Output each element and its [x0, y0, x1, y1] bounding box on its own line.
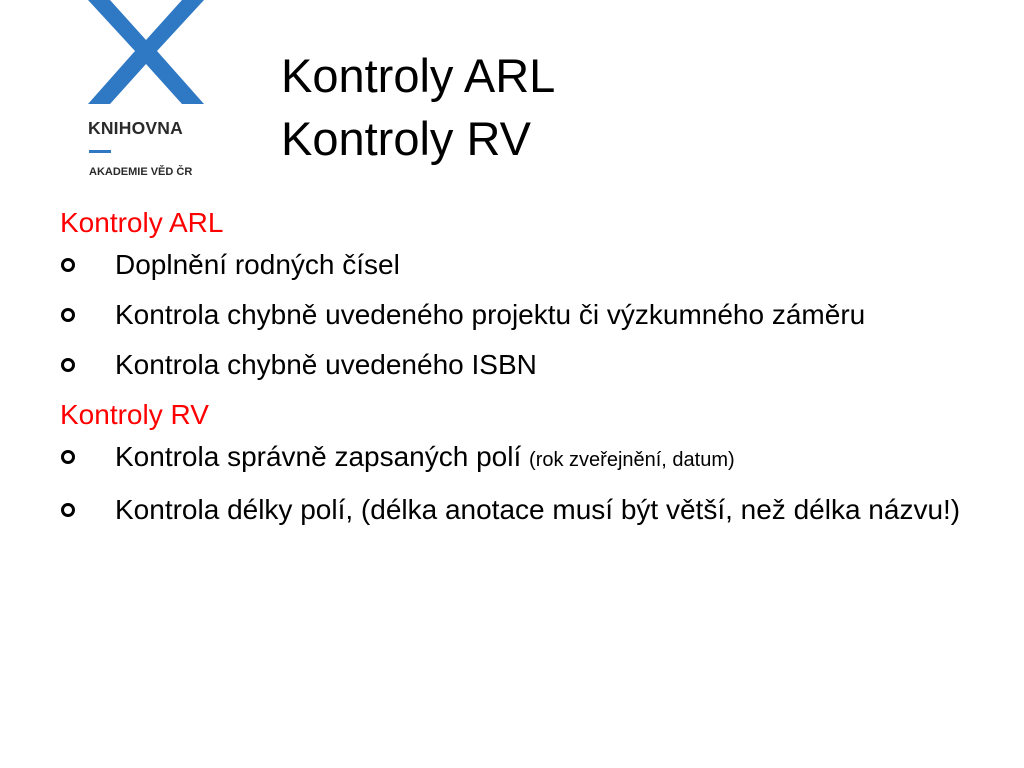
- list-item-text: Kontrola délky polí, (délka anotace musí být větší, než délka názvu!): [115, 494, 961, 525]
- knihovna-logo: [84, 0, 210, 184]
- k-logo-icon: [84, 0, 210, 110]
- section-heading-rv: Kontroly RV: [60, 399, 209, 430]
- hollow-circle-icon: [61, 358, 75, 372]
- title-line-2: Kontroly RV: [281, 112, 531, 165]
- hollow-circle-icon: [61, 258, 75, 272]
- slide-title: [281, 44, 555, 170]
- hollow-circle-icon: [61, 503, 75, 517]
- hollow-circle-icon: [61, 308, 75, 322]
- list-item-note: (rok zveřejnění, datum): [529, 449, 735, 471]
- list-item: [60, 248, 980, 282]
- logo-subtitle: AKADEMIE VĚD ČR: [89, 166, 193, 178]
- list-item-text: Kontrola chybně uvedeného ISBN: [115, 349, 537, 380]
- slide-content: [60, 206, 980, 543]
- logo-divider: [89, 150, 111, 153]
- title-line-1: Kontroly ARL: [281, 49, 556, 102]
- list-item: [60, 348, 980, 382]
- list-item-text: Kontrola chybně uvedeného projektu či výzkumného záměru: [115, 299, 866, 330]
- list-item: [60, 298, 980, 332]
- list-item: [60, 440, 980, 477]
- logo-name: KNIHOVNA: [88, 118, 183, 138]
- list-item: [60, 493, 980, 527]
- list-item-text: Kontrola správně zapsaných polí: [115, 441, 530, 472]
- section-heading-arl: Kontroly ARL: [60, 207, 224, 238]
- hollow-circle-icon: [61, 450, 75, 464]
- list-item-text: Doplnění rodných čísel: [115, 249, 400, 280]
